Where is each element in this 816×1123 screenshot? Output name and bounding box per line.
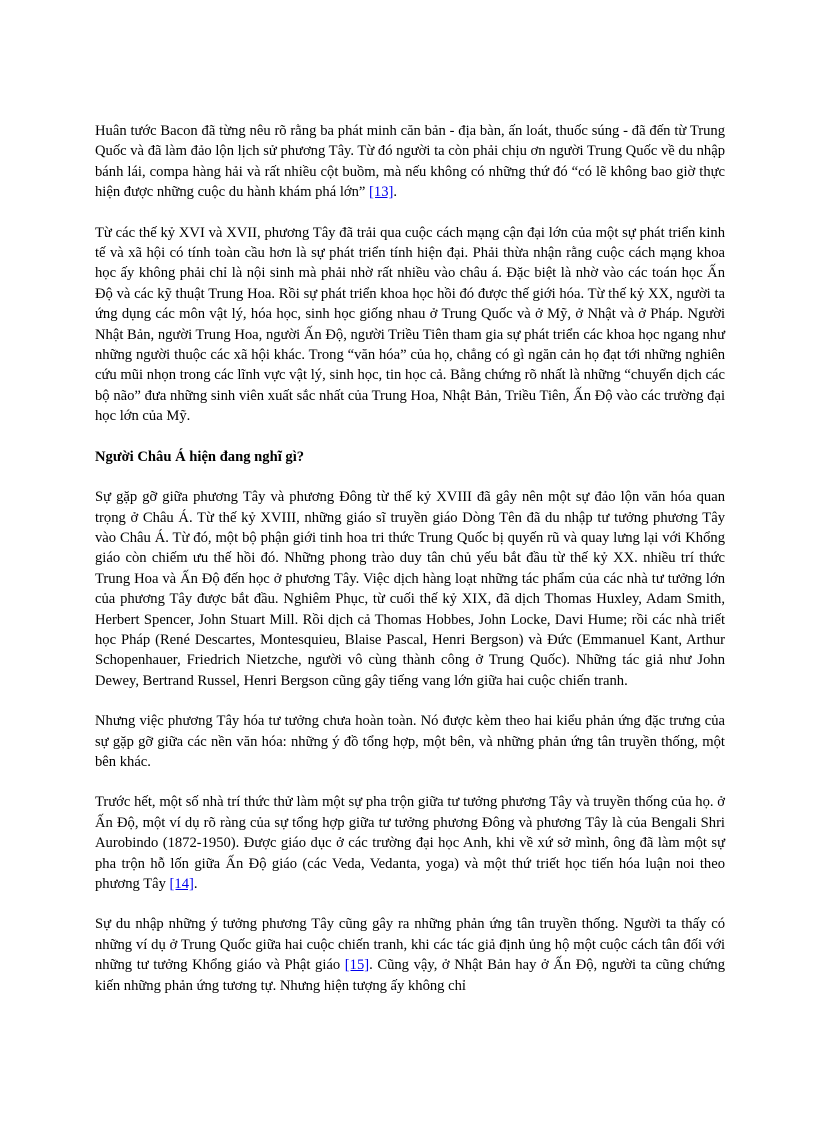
paragraph-text: Trước hết, một số nhà trí thức thử làm một sự pha trộn giữa tư tưởng phương Tây và truyền thống của họ. ở Ấn Độ, một ví dụ rõ ràng của sự tổng hợp giữa tư tưởng phương Đông và phương Tây là của Bengali Shri Aurobindo (1872-1950). Được giáo dục ở các trường đại học Anh, khi về xứ sở mình, ông đã làm một sự pha trộn hỗ lốn giữa Ấn Độ giáo (các Veda, Vedanta, yoga) và một thứ triết học tiến hóa luận noi theo phương Tây xyxy=(95,794,725,892)
paragraph-tail: . xyxy=(393,184,398,201)
paragraph-text: Sự gặp gỡ giữa phương Tây và phương Đông từ thế kỷ XVIII đã gây nên một sự đảo lộn văn hóa quan trọng ở Châu Á. Từ thế kỷ XVIII, những giáo sĩ truyền giáo Dòng Tên đã du nhập tư tưởng phương Tây vào Châu Á. Từ đó, một bộ phận giới tinh hoa tri thức Trung Quốc bị quyến rũ và quay lưng lại với Khổng giáo còn chiếm ưu thế hồi đó. Những phong trào duy tân chủ yếu bắt đầu từ thế kỷ XX. nhiều trí thức Trung Hoa và Ấn Độ đến học ở phương Tây. Việc dịch hàng loạt những tác phẩm của các nhà tư tưởng lớn của phương Tây được bắt đầu. Nghiêm Phục, từ cuối thế kỷ XIX, đã dịch Thomas Huxley, Adam Smith, Herbert Spencer, John Stuart Mill. Rồi dịch cả Thomas Hobbes, John Locke, Davi Hume; rồi các nhà triết học Pháp (René Descartes, Montesquieu, Blaise Pascal, Henri Bergson) và Đức (Emmanuel Kant, Arthur Schopenhauer, Friedrich Nietzche, người vô cùng thành công ở Trung Quốc). Những tác giả như John Dewey, Bertrand Russel, Henri Bergson cũng gây tiếng vang lớn giữa hai cuộc chiến tranh. xyxy=(95,489,725,689)
paragraph-text: Nhưng việc phương Tây hóa tư tưởng chưa hoàn toàn. Nó được kèm theo hai kiểu phản ứng đặc trưng của sự gặp gỡ giữa các nền văn hóa: những ý đồ tổng hợp, một bên, và những phản ứng tân truyền thống, một bên khác. xyxy=(95,713,725,770)
footnote-link-13[interactable]: [13] xyxy=(369,184,394,201)
paragraph-westernization xyxy=(95,711,725,772)
section-heading: Người Châu Á hiện đang nghĩ gì? xyxy=(95,448,305,465)
paragraph-text: Sự du nhập những ý tưởng phương Tây cũng gây ra những phản ứng tân truyền thống. Người ta thấy có những ví dụ ở Trung Quốc giữa hai cuộc chiến tranh, khi các tác giả định ủng hộ một cuộc cách tân đối với những tư tưởng Khổng giáo và Phật giáo xyxy=(95,916,725,974)
paragraph-neo-traditional xyxy=(95,914,725,996)
paragraph-tail: . xyxy=(193,876,198,892)
paragraph-tail: . Cũng vậy, ở Nhật Bản hay ở Ấn Độ, người ta cũng chứng kiến những phản ứng tương tự. Nhưng hiện tượng ấy không chỉ xyxy=(95,957,725,994)
paragraph-text: Từ các thế kỷ XVI và XVII, phương Tây đã trải qua cuộc cách mạng cận đại lớn của một sự phát triển kinh tế và xã hội có tính toàn cầu hơn là sự phát triển tính hiện đại. Phải thừa nhận rằng cuộc cách mạng khoa học ấy không phải chỉ là nội sinh mà phải nhờ rất nhiều vào châu á. Đặc biệt là nhờ vào các toán học Ấn Độ và các kỹ thuật Trung Hoa. Rồi sự phát triển khoa học hồi đó được thế giới hóa. Từ thế kỷ XX, người ta ứng dụng các môn vật lý, hóa học, sinh học giống nhau ở Trung Quốc và ở Mỹ, ở Nhật và ở Pháp. Người Nhật Bản, người Trung Hoa, người Ấn Độ, người Triều Tiên tham gia sự phát triển các khoa học ngang như những người thuộc các xã hội khác. Trong “văn hóa” của họ, chẳng có gì ngăn cản họ đạt tới những nghiên cứu mũi nhọn trong các lĩnh vực vật lý, sinh học, tin học cả. Bằng chứng rõ nhất là những “chuyển dịch các bộ não” đưa những sinh viên xuất sắc nhất của Trung Hoa, Nhật Bản, Triều Tiên, Ấn Độ vào các trường đại học lớn của Mỹ. xyxy=(95,224,725,425)
footnote-link-14[interactable]: [14] xyxy=(169,876,194,892)
document-page xyxy=(95,121,725,1016)
paragraph-bacon xyxy=(95,121,725,203)
paragraph-synthesis xyxy=(95,792,725,894)
paragraph-modern-revolution xyxy=(95,223,725,427)
paragraph-text: Huân tước Bacon đã từng nêu rõ rằng ba phát minh căn bản - địa bàn, ấn loát, thuốc súng - đã đến từ Trung Quốc và đã làm đảo lộn lịch sử phương Tây. Từ đó người ta còn phải chịu ơn người Trung Quốc về du nhập bánh lái, compa hàng hải và rất nhiều cột buồm, mà nếu không có những thứ đó “có lẽ không bao giờ thực hiện được những cuộc du hành khám phá lớn” xyxy=(95,123,725,201)
footnote-link-15[interactable]: [15] xyxy=(344,957,370,974)
paragraph-east-west-encounter xyxy=(95,487,725,691)
